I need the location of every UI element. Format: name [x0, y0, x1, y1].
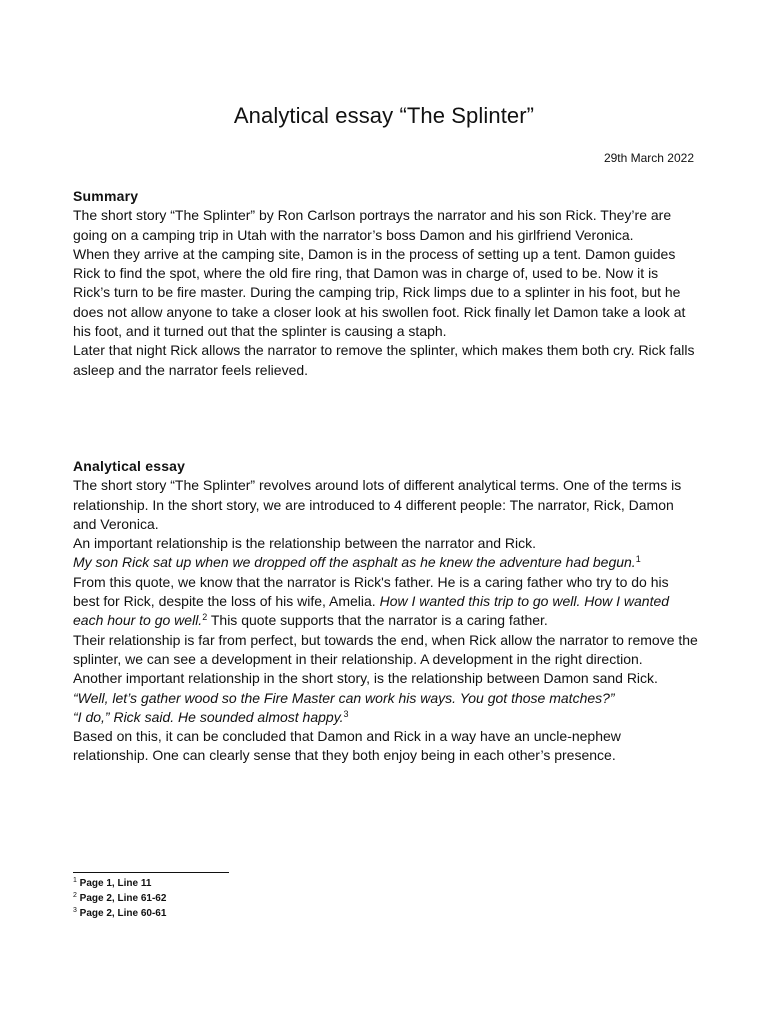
footnote-number: 1	[73, 877, 77, 884]
footnote-item	[73, 891, 166, 906]
quote-3a	[73, 689, 698, 708]
analysis-paragraph-2: An important relationship is the relationship between the narrator and Rick.	[73, 535, 537, 552]
footnote-ref-3[interactable]: 3	[343, 708, 349, 719]
quote-3b	[73, 708, 698, 727]
quote-2-text: How I wanted this trip to go well. How I wanted each hour to go well.	[73, 593, 670, 629]
footnote-ref-1[interactable]: 1	[635, 554, 641, 565]
summary-paragraph-3: Later that night Rick allows the narrator to remove the splinter, which makes them both cry. Rick falls asleep and the narrator feels relieved.	[73, 342, 695, 378]
footnote-item	[73, 876, 166, 891]
analysis-paragraph-4: Their relationship is far from perfect, but towards the end, when Rick allow the narrator to remove the splinter, we can see a development in their relationship. A development in the right direction.	[73, 631, 698, 667]
quote-1-text: My son Rick sat up when we dropped off the asphalt as he knew the adventure had begun.	[73, 554, 636, 571]
analysis-paragraph-3-end: This quote supports that the narrator is a caring father.	[207, 612, 548, 629]
summary-heading: Summary	[73, 188, 139, 204]
analysis-paragraph-6: Based on this, it can be concluded that Damon and Rick in a way have an uncle-nephew relationship. One can clearly sense that they both enjoy being in each other’s presence.	[73, 728, 621, 764]
footnote-text: Page 2, Line 60-61	[76, 908, 167, 919]
analysis-paragraph-1: The short story “The Splinter” revolves around lots of different analytical terms. One of the terms is relationship. In the short story, we are introduced to 4 different people: The narrator, Rick, Damon and Veronica.	[73, 477, 682, 532]
analysis-paragraph-5: Another important relationship in the short story, is the relationship between Damon sand Rick.	[73, 670, 658, 687]
footnote-ref-2[interactable]: 2	[202, 612, 208, 623]
analysis-section	[73, 457, 698, 766]
quote-3a-text: “Well, let’s gather wood so the Fire Master can work his ways. You got those matches?”	[73, 689, 615, 706]
footnote-item	[73, 906, 166, 921]
summary-paragraph-1: The short story “The Splinter” by Ron Carlson portrays the narrator and his son Rick. They’re are going on a camping trip in Utah with the narrator’s boss Damon and his girlfriend Veronica.	[73, 207, 672, 243]
analysis-paragraph-3	[73, 573, 698, 631]
footnote-number: 2	[73, 892, 77, 899]
footnote-number: 3	[73, 907, 77, 914]
quote-1	[73, 553, 698, 572]
quote-3b-text: “I do,” Rick said. He sounded almost happy.	[73, 708, 344, 725]
summary-section	[73, 187, 698, 380]
document-title: Analytical essay “The Splinter”	[233, 103, 535, 128]
footnote-text: Page 2, Line 61-62	[76, 893, 167, 904]
footnote-divider	[73, 872, 229, 873]
footnotes	[73, 876, 166, 921]
analysis-paragraph-3-start: From this quote, we know that the narrator is Rick's father. He is a caring father who try to do his best for Rick, despite the loss of his wife, Amelia.	[73, 573, 669, 610]
footnote-text: Page 1, Line 11	[76, 878, 152, 889]
summary-paragraph-2: When they arrive at the camping site, Damon is in the process of setting up a tent. Damon guides Rick to find the spot, where the old fire ring, that Damon was in charge of, used to be. Now it is Rick’s turn to be fire master. During the camping trip, Rick limps due to a splinter in his foot, but he does not allow anyone to take a closer look at his swollen foot. Rick finally let Damon take a look at his foot, and it turned out that the splinter is causing a staph.	[73, 245, 686, 340]
document-date: 29th March 2022	[603, 151, 694, 165]
analysis-heading: Analytical essay	[73, 458, 186, 474]
